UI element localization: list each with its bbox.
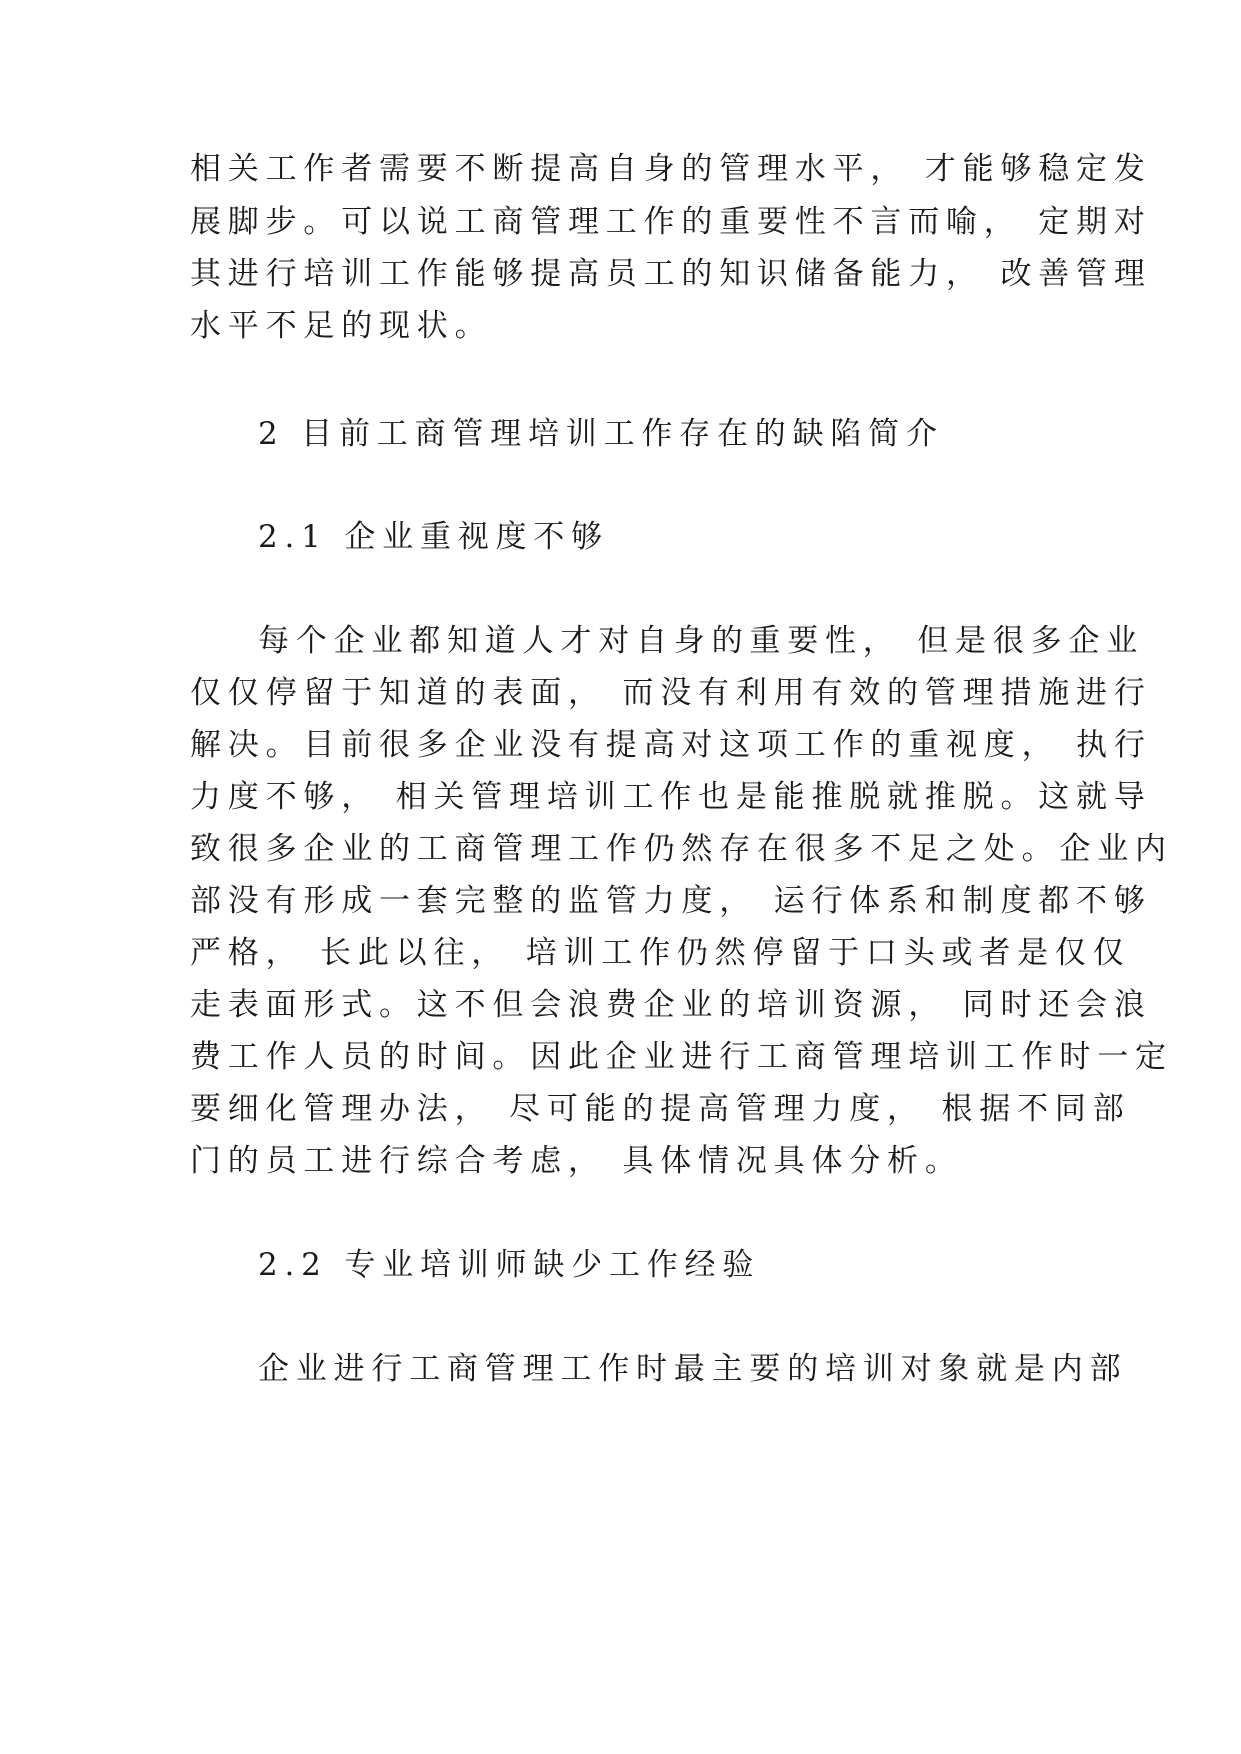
paragraph-line: 解决。目前很多企业没有提高对这项工作的重视度， 执行 [190,727,1152,763]
paragraph-line: 水平不足的现状。 [190,308,493,344]
paragraph-line: 走表面形式。这不但会浪费企业的培训资源， 同时还会浪 [190,987,1152,1023]
subsection-heading: 2.2 专业培训师缺少工作经验 [258,1247,761,1283]
paragraph-line: 仅仅停留于知道的表面， 而没有利用有效的管理措施进行 [190,675,1152,711]
paragraph-line: 力度不够， 相关管理培训工作也是能推脱就推脱。这就导 [190,779,1152,815]
paragraph-line: 部没有形成一套完整的监管力度， 运行体系和制度都不够 [190,883,1152,919]
paragraph-line: 门的员工进行综合考虑， 具体情况具体分析。 [190,1143,963,1179]
paragraph-line: 严格， 长此以往， 培训工作仍然停留于口头或者是仅仅 [190,935,1131,971]
paragraph-line: 要细化管理办法， 尽可能的提高管理力度， 根据不同部 [190,1091,1131,1127]
paragraph-line: 企业进行工商管理工作时最主要的培训对象就是内部 [258,1351,1128,1387]
paragraph-line: 其进行培训工作能够提高员工的知识储备能力， 改善管理 [190,256,1152,292]
paragraph-line: 展脚步。可以说工商管理工作的重要性不言而喻， 定期对 [190,204,1152,240]
paragraph-line: 致很多企业的工商管理工作仍然存在很多不足之处。企业内 [190,831,1173,867]
section-heading: 2 目前工商管理培训工作存在的缺陷简介 [258,416,944,452]
paragraph-line: 每个企业都知道人才对自身的重要性， 但是很多企业 [258,623,1145,659]
paragraph-line: 费工作人员的时间。因此企业进行工商管理培训工作时一定 [190,1039,1173,1075]
subsection-heading: 2.1 企业重视度不够 [258,519,609,555]
paragraph-line: 相关工作者需要不断提高自身的管理水平， 才能够稳定发 [190,151,1152,187]
